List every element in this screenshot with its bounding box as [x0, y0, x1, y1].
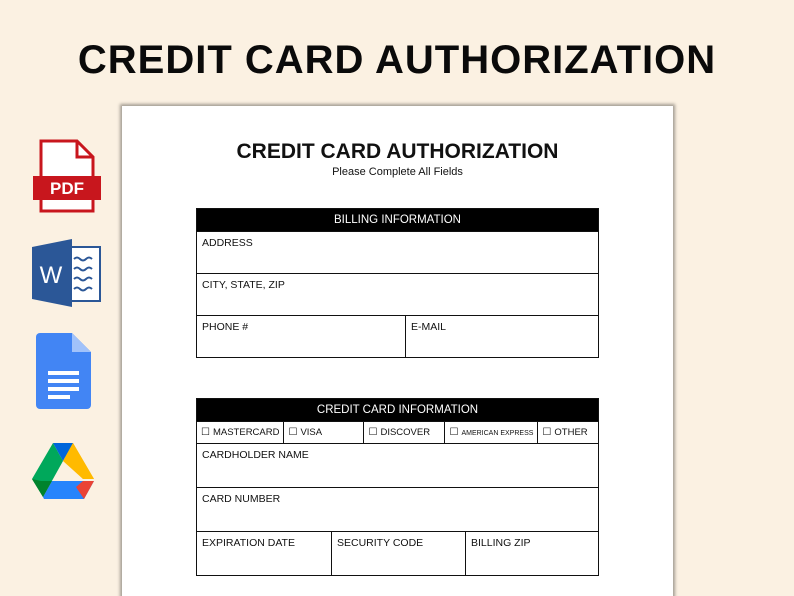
visa-option[interactable]: [283, 422, 363, 443]
checkbox-icon: ☐: [542, 427, 552, 438]
billing-information-table: [196, 208, 599, 358]
checkbox-icon: ☐: [368, 427, 378, 438]
card-type-label: VISA: [300, 427, 323, 438]
security-code-field[interactable]: SECURITY CODE: [331, 532, 465, 575]
form-page: [122, 106, 673, 596]
form-subtitle: Please Complete All Fields: [332, 166, 463, 178]
city-state-zip-field[interactable]: CITY, STATE, ZIP: [202, 279, 285, 291]
checkbox-icon: ☐: [449, 427, 459, 438]
google-docs-icon: [36, 333, 91, 409]
address-field[interactable]: ADDRESS: [202, 237, 253, 249]
card-number-field[interactable]: CARD NUMBER: [202, 493, 281, 505]
pdf-file-icon: [33, 139, 101, 213]
card-type-label: DISCOVER: [380, 427, 431, 438]
google-drive-icon: [32, 443, 94, 499]
pdf-label: PDF: [50, 179, 84, 198]
cardholder-name-field[interactable]: CARDHOLDER NAME: [202, 449, 309, 461]
card-type-label: AMERICAN EXPRESS: [461, 430, 534, 437]
card-type-label: OTHER: [554, 427, 588, 438]
checkbox-icon: ☐: [201, 427, 210, 438]
banner-title: CREDIT CARD AUTHORIZATION: [77, 38, 717, 82]
other-option[interactable]: [537, 422, 598, 443]
credit-card-header: CREDIT CARD INFORMATION: [197, 399, 598, 421]
billing-zip-field[interactable]: BILLING ZIP: [465, 532, 598, 575]
billing-header: BILLING INFORMATION: [197, 209, 598, 231]
phone-field[interactable]: PHONE #: [202, 321, 249, 333]
credit-card-information-table: [196, 398, 599, 576]
discover-option[interactable]: [363, 422, 444, 443]
word-document-icon: [32, 239, 102, 307]
american-express-option[interactable]: [444, 422, 537, 443]
form-title: CREDIT CARD AUTHORIZATION: [236, 140, 559, 163]
expiration-date-field[interactable]: EXPIRATION DATE: [202, 537, 295, 549]
checkbox-icon: ☐: [288, 427, 298, 438]
word-letter: W: [39, 262, 63, 289]
card-type-label: MASTERCARD: [212, 427, 280, 438]
mastercard-option[interactable]: [197, 422, 283, 443]
email-field[interactable]: E-MAIL: [405, 316, 598, 357]
